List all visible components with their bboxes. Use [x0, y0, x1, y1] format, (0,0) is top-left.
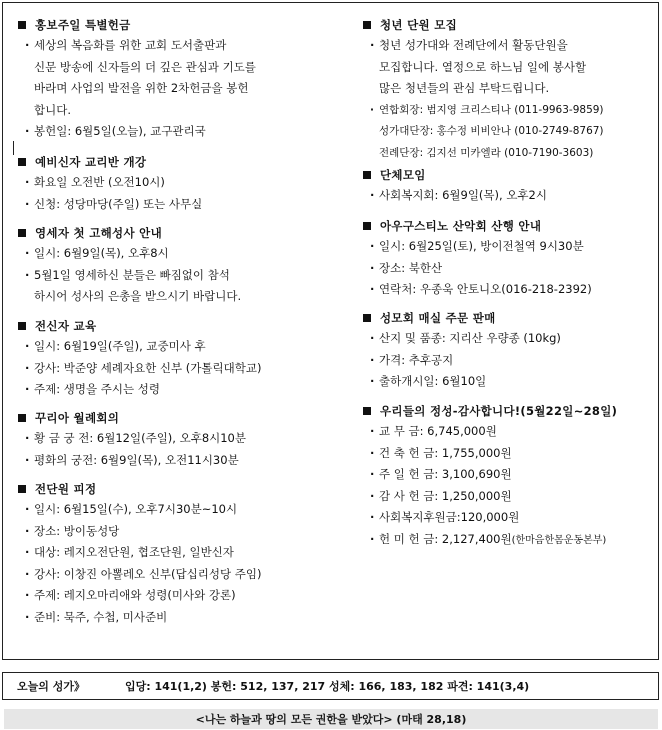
section-title: 꾸리아 월례회의: [35, 411, 120, 425]
line: · 대상: 레지오전단원, 협조단원, 일반신자: [3, 542, 343, 564]
notice-board: [2, 2, 659, 660]
line: · 사회복지후원금:120,000원: [348, 507, 660, 529]
section-all-member-education: [3, 316, 343, 401]
line: · 출하개시일: 6월10일: [348, 371, 660, 393]
section-plum-sale: [348, 308, 660, 393]
line: · 주 일 헌 금: 3,100,690원: [348, 464, 660, 486]
line: · 준비: 묵주, 수첩, 미사준비: [3, 607, 343, 629]
line: · 건 축 헌 금: 1,755,000원: [348, 443, 660, 465]
section-title: 우리들의 정성-감사합니다!(5월22일~28일): [380, 404, 618, 418]
section-offerings: [348, 401, 660, 550]
line: · 황 금 궁 전: 6월12일(주일), 오후8시10분: [3, 428, 343, 450]
section-group-meeting: [348, 165, 660, 207]
line: · 연합회장: 범지영 크리스티나 (011-9963-9859): [348, 100, 660, 122]
hymn-numbers: 입당: 141(1,2) 봉헌: 512, 137, 217 성체: 166, 183, 182 파견: 141(3,4): [124, 680, 530, 693]
line: · 강사: 이창진 아뽈레오 신부(답십리성당 주임): [3, 564, 343, 586]
square-bullet-icon: [363, 222, 371, 230]
square-bullet-icon: [363, 314, 371, 322]
line: · 연락처: 우종욱 안토니오(016-218-2392): [348, 279, 660, 301]
line: 많은 청년들의 관심 부탁드립니다.: [379, 81, 550, 95]
line: 바라며 사업의 발전을 위한 2차헌금을 봉헌: [34, 81, 249, 95]
line: 성가대단장: 홍수정 비비안나 (010-2749-8767): [379, 125, 604, 137]
line: · 일시: 6월9일(목), 오후8시: [3, 243, 343, 265]
section-hiking: [348, 216, 660, 301]
section-title: 아우구스티노 산악회 산행 안내: [380, 219, 542, 233]
square-bullet-icon: [18, 322, 26, 330]
text-cursor: [13, 141, 14, 155]
section-youth-recruit: [348, 15, 660, 164]
line: · 사회복지회: 6월9일(목), 오후2시: [348, 185, 660, 207]
line: · 일시: 6월19일(주일), 교중미사 후: [3, 336, 343, 358]
line: · 산지 및 품종: 지리산 우량종 (10kg): [348, 328, 660, 350]
line: 합니다.: [34, 102, 71, 117]
section-title: 청년 단원 모집: [380, 18, 458, 32]
line: · 평화의 궁전: 6월9일(목), 오전11시30분: [3, 450, 343, 472]
section-retreat: [3, 479, 343, 628]
hymn-footer: [2, 672, 659, 700]
square-bullet-icon: [363, 171, 371, 179]
section-promotion-sunday: [3, 15, 343, 143]
square-bullet-icon: [18, 414, 26, 422]
line: · 장소: 북한산: [348, 258, 660, 280]
section-title: 단체모임: [380, 168, 426, 182]
section-catechumen-class: [3, 152, 343, 215]
square-bullet-icon: [18, 229, 26, 237]
line: · 일시: 6월25일(토), 방이전철역 9시30분: [348, 236, 660, 258]
line: · 청년 성가대와 전례단에서 활동단원을: [348, 35, 660, 57]
section-curia-meeting: [3, 408, 343, 471]
section-title: 성모회 매실 주문 판매: [380, 311, 496, 325]
square-bullet-icon: [18, 485, 26, 493]
line: 모집합니다. 열정으로 하느님 일에 봉사할: [379, 59, 587, 74]
line: · 장소: 방이동성당: [3, 521, 343, 543]
section-title: 전신자 교육: [35, 319, 97, 333]
line: · 5월1일 영세하신 분들은 빠짐없이 참석: [3, 265, 343, 287]
line: 하시어 성사의 은총을 받으시기 바랍니다.: [34, 289, 242, 303]
line: · 신청: 성당마당(주일) 또는 사무실: [3, 194, 343, 216]
section-title: 홍보주일 특별헌금: [35, 18, 131, 32]
scripture-quote: <나는 하늘과 땅의 모든 권한을 받았다> (마태 28,18): [4, 709, 658, 729]
square-bullet-icon: [363, 21, 371, 29]
offering-note: (한마음한몸운동본부): [511, 534, 607, 546]
line: · 화요일 오전반 (오전10시): [3, 172, 343, 194]
line: 전례단장: 김지선 미카엘라 (010-7190-3603): [379, 146, 594, 159]
line: · 교 무 금: 6,745,000원: [348, 421, 660, 443]
section-first-confession: [3, 223, 343, 308]
line: · 가격: 추후공지: [348, 350, 660, 372]
square-bullet-icon: [363, 407, 371, 415]
line: · 일시: 6월15일(수), 오후7시30분~10시: [3, 499, 343, 521]
line: · 강사: 박준양 세례자요한 신부 (가톨릭대학교): [3, 358, 343, 380]
square-bullet-icon: [18, 21, 26, 29]
square-bullet-icon: [18, 158, 26, 166]
line: · 주제: 레지오마리애와 성령(미사와 강론): [3, 585, 343, 607]
line: 신문 방송에 신자들의 더 깊은 관심과 기도를: [34, 59, 256, 74]
offering-amount: 헌 미 헌 금: 2,127,400원: [379, 531, 512, 546]
line: · 감 사 헌 금: 1,250,000원: [348, 486, 660, 508]
section-title: 예비신자 교리반 개강: [35, 155, 147, 169]
line: · 봉헌일: 6월5일(오늘), 교구관리국: [3, 121, 343, 143]
hymn-label: 오늘의 성가》: [17, 680, 85, 693]
line: [348, 529, 660, 551]
line: · 주제: 생명을 주시는 성령: [3, 379, 343, 401]
line: · 세상의 복음화를 위한 교회 도서출판과: [3, 35, 343, 57]
section-title: 영세자 첫 고해성사 안내: [35, 226, 162, 240]
section-title: 전단원 피정: [35, 482, 97, 496]
